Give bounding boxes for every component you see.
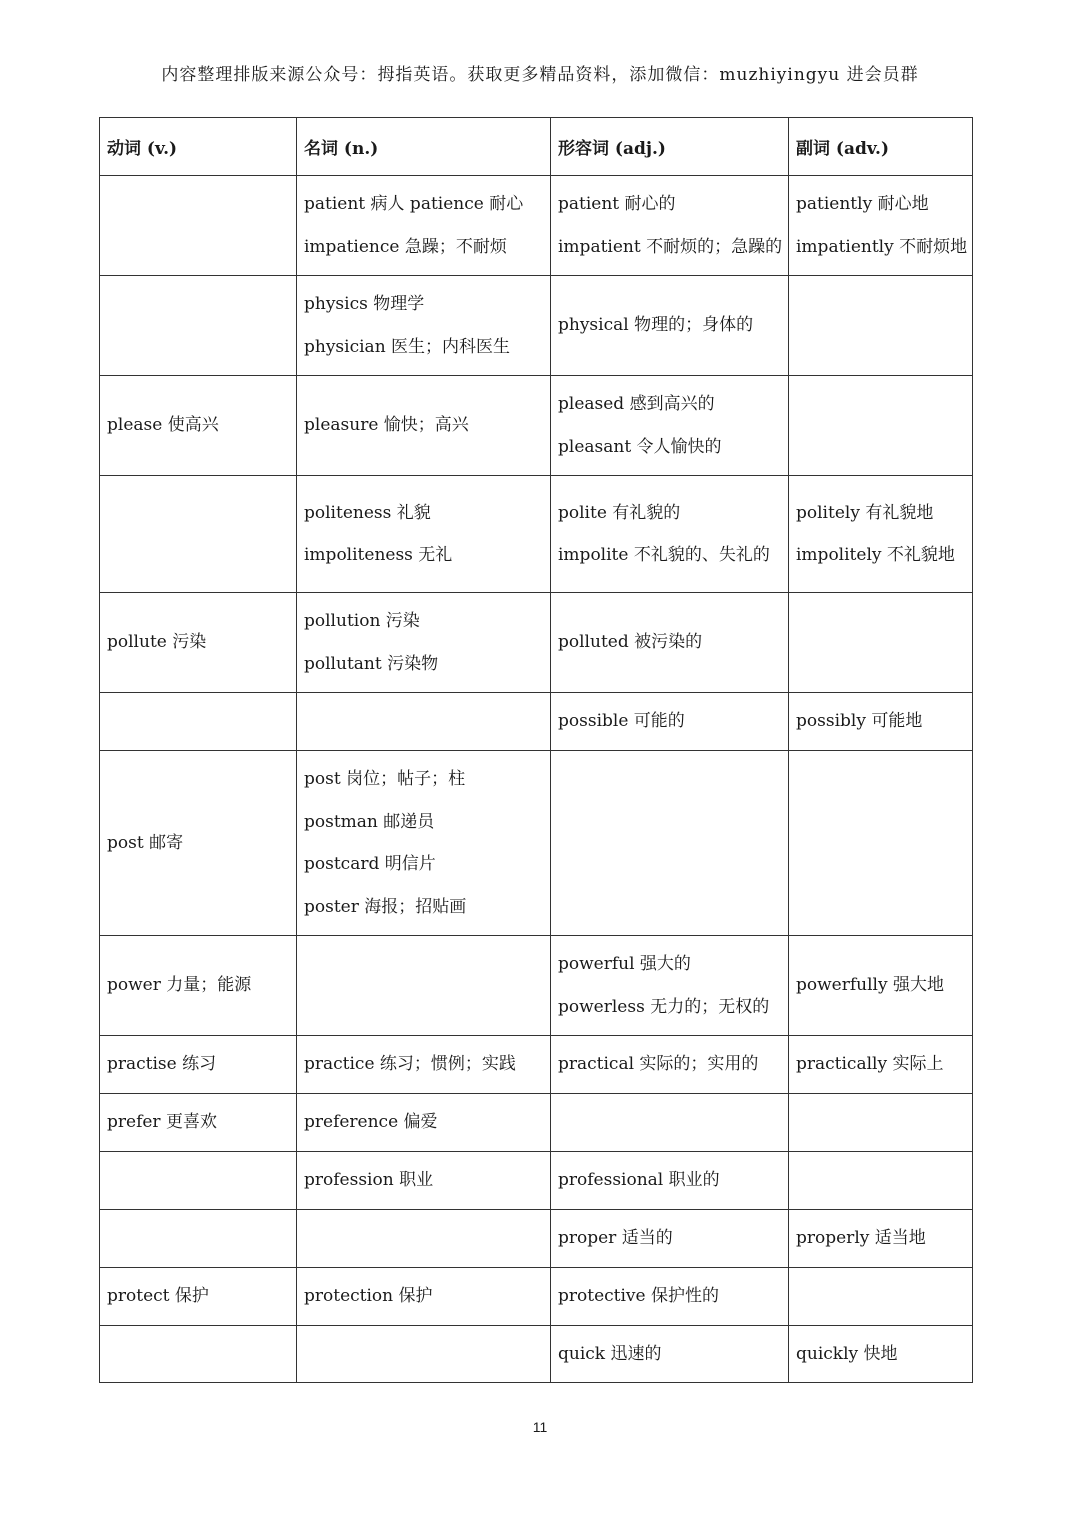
cell-entry: practically 实际上 [796, 1054, 944, 1075]
cell-entry: postcard 明信片 [304, 854, 436, 874]
cell-entry: powerfully 强大地 [796, 975, 944, 996]
cell-entry: impatience 急躁；不耐烦 [304, 236, 507, 257]
cell-entry: patient 病人 patience 耐心 [304, 194, 524, 214]
header-adjective: 形容词 (adj.) [551, 118, 789, 176]
adverb-cell [789, 1326, 973, 1383]
cell-entry: powerful 强大的 [558, 954, 691, 974]
adverb-cell [789, 693, 973, 751]
adjective-cell [551, 751, 789, 936]
noun-cell [297, 593, 551, 693]
verb-cell [100, 593, 297, 693]
verb-cell [100, 751, 297, 936]
adjective-cell [551, 1094, 789, 1152]
table-row [100, 1094, 973, 1152]
cell-entry: protect 保护 [107, 1286, 209, 1307]
cell-entry: possible 可能的 [558, 711, 685, 732]
cell-entry: impolite 不礼貌的、失礼的 [558, 545, 770, 565]
adjective-cell [551, 1036, 789, 1094]
verb-cell [100, 176, 297, 276]
verb-cell [100, 693, 297, 751]
cell-entry: practice 练习；惯例；实践 [304, 1054, 516, 1075]
table-row [100, 593, 973, 693]
adjective-cell [551, 1210, 789, 1268]
cell-entry: pollutant 污染物 [304, 653, 439, 674]
header-adverb: 副词 (adv.) [789, 118, 973, 176]
cell-entry: quick 迅速的 [558, 1343, 662, 1364]
cell-entry: postman 邮递员 [304, 811, 435, 832]
adverb-cell [789, 176, 973, 276]
adverb-cell [789, 1094, 973, 1152]
cell-entry: poster 海报；招贴画 [304, 896, 467, 917]
adverb-cell [789, 1210, 973, 1268]
adverb-cell [789, 1268, 973, 1326]
page-header: 内容整理排版来源公众号：拇指英语。获取更多精品资料，添加微信：muzhiyingyu 进会员群 [161, 65, 919, 85]
adverb-cell [789, 276, 973, 376]
noun-cell [297, 1268, 551, 1326]
page-number: 11 [532, 1419, 548, 1435]
adjective-cell [551, 276, 789, 376]
cell-entry: protection 保护 [304, 1286, 433, 1307]
adjective-cell [551, 1152, 789, 1210]
adjective-cell [551, 936, 789, 1036]
cell-entry: pollution 污染 [304, 611, 420, 631]
cell-entry: please 使高兴 [107, 415, 219, 436]
noun-cell [297, 1036, 551, 1094]
cell-entry: prefer 更喜欢 [107, 1112, 217, 1133]
cell-entry: patiently 耐心地 [796, 194, 929, 214]
cell-entry: properly 适当地 [796, 1228, 926, 1249]
cell-entry: power 力量；能源 [107, 975, 252, 996]
noun-cell [297, 1326, 551, 1383]
noun-cell [297, 176, 551, 276]
table-row [100, 376, 973, 476]
cell-entry: quickly 快地 [796, 1343, 898, 1364]
cell-entry: impatiently 不耐烦地 [796, 236, 968, 257]
adverb-cell [789, 476, 973, 593]
verb-cell [100, 1268, 297, 1326]
word-forms-table [99, 117, 973, 1383]
noun-cell [297, 1210, 551, 1268]
table-row [100, 1326, 973, 1383]
cell-entry: polite 有礼貌的 [558, 502, 681, 523]
table-row [100, 693, 973, 751]
verb-cell [100, 276, 297, 376]
adverb-cell [789, 1152, 973, 1210]
cell-entry: impolitely 不礼貌地 [796, 545, 955, 565]
adjective-cell [551, 376, 789, 476]
noun-cell [297, 751, 551, 936]
verb-cell [100, 1094, 297, 1152]
adjective-cell [551, 1326, 789, 1383]
verb-cell [100, 1210, 297, 1268]
verb-cell [100, 1152, 297, 1210]
adjective-cell [551, 593, 789, 693]
verb-cell [100, 476, 297, 593]
table-row [100, 1268, 973, 1326]
adjective-cell [551, 1268, 789, 1326]
cell-entry: preference 偏爱 [304, 1112, 438, 1133]
header-verb: 动词 (v.) [100, 118, 297, 176]
adjective-cell [551, 476, 789, 593]
adverb-cell [789, 376, 973, 476]
cell-entry: pleasant 令人愉快的 [558, 436, 722, 457]
table-row [100, 936, 973, 1036]
cell-entry: protective 保护性的 [558, 1286, 719, 1307]
adverb-cell [789, 1036, 973, 1094]
table-row [100, 1152, 973, 1210]
cell-entry: pleasure 愉快；高兴 [304, 415, 469, 436]
cell-entry: post 岗位；帖子；柱 [304, 769, 466, 789]
table-row [100, 476, 973, 593]
table-header [100, 118, 973, 176]
verb-cell [100, 376, 297, 476]
cell-entry: polluted 被污染的 [558, 632, 703, 653]
table-row [100, 1210, 973, 1268]
cell-entry: practical 实际的；实用的 [558, 1054, 759, 1075]
adverb-cell [789, 593, 973, 693]
adjective-cell [551, 693, 789, 751]
table-row [100, 176, 973, 276]
cell-entry: pleased 感到高兴的 [558, 394, 715, 414]
noun-cell [297, 1152, 551, 1210]
noun-cell [297, 1094, 551, 1152]
cell-entry: pollute 污染 [107, 632, 207, 653]
table-row [100, 1036, 973, 1094]
header-noun: 名词 (n.) [297, 118, 551, 176]
noun-cell [297, 276, 551, 376]
adverb-cell [789, 751, 973, 936]
verb-cell [100, 1036, 297, 1094]
noun-cell [297, 693, 551, 751]
cell-entry: patient 耐心的 [558, 194, 676, 214]
cell-entry: practise 练习 [107, 1054, 217, 1075]
noun-cell [297, 376, 551, 476]
cell-entry: physician 医生；内科医生 [304, 336, 511, 357]
verb-cell [100, 1326, 297, 1383]
cell-entry: post 邮寄 [107, 832, 184, 853]
cell-entry: physics 物理学 [304, 294, 425, 314]
cell-entry: politely 有礼貌地 [796, 502, 934, 523]
table-body [100, 176, 973, 1383]
cell-entry: profession 职业 [304, 1170, 434, 1191]
adjective-cell [551, 176, 789, 276]
cell-entry: powerless 无力的；无权的 [558, 996, 770, 1017]
noun-cell [297, 936, 551, 1036]
table-row [100, 751, 973, 936]
table-row [100, 276, 973, 376]
cell-entry: physical 物理的；身体的 [558, 315, 754, 336]
adverb-cell [789, 936, 973, 1036]
verb-cell [100, 936, 297, 1036]
cell-entry: impoliteness 无礼 [304, 545, 453, 565]
cell-entry: impatient 不耐烦的；急躁的 [558, 236, 783, 257]
cell-entry: proper 适当的 [558, 1228, 673, 1249]
cell-entry: professional 职业的 [558, 1170, 720, 1191]
cell-entry: possibly 可能地 [796, 711, 923, 732]
table-header-row [100, 118, 973, 176]
noun-cell [297, 476, 551, 593]
cell-entry: politeness 礼貌 [304, 502, 431, 523]
